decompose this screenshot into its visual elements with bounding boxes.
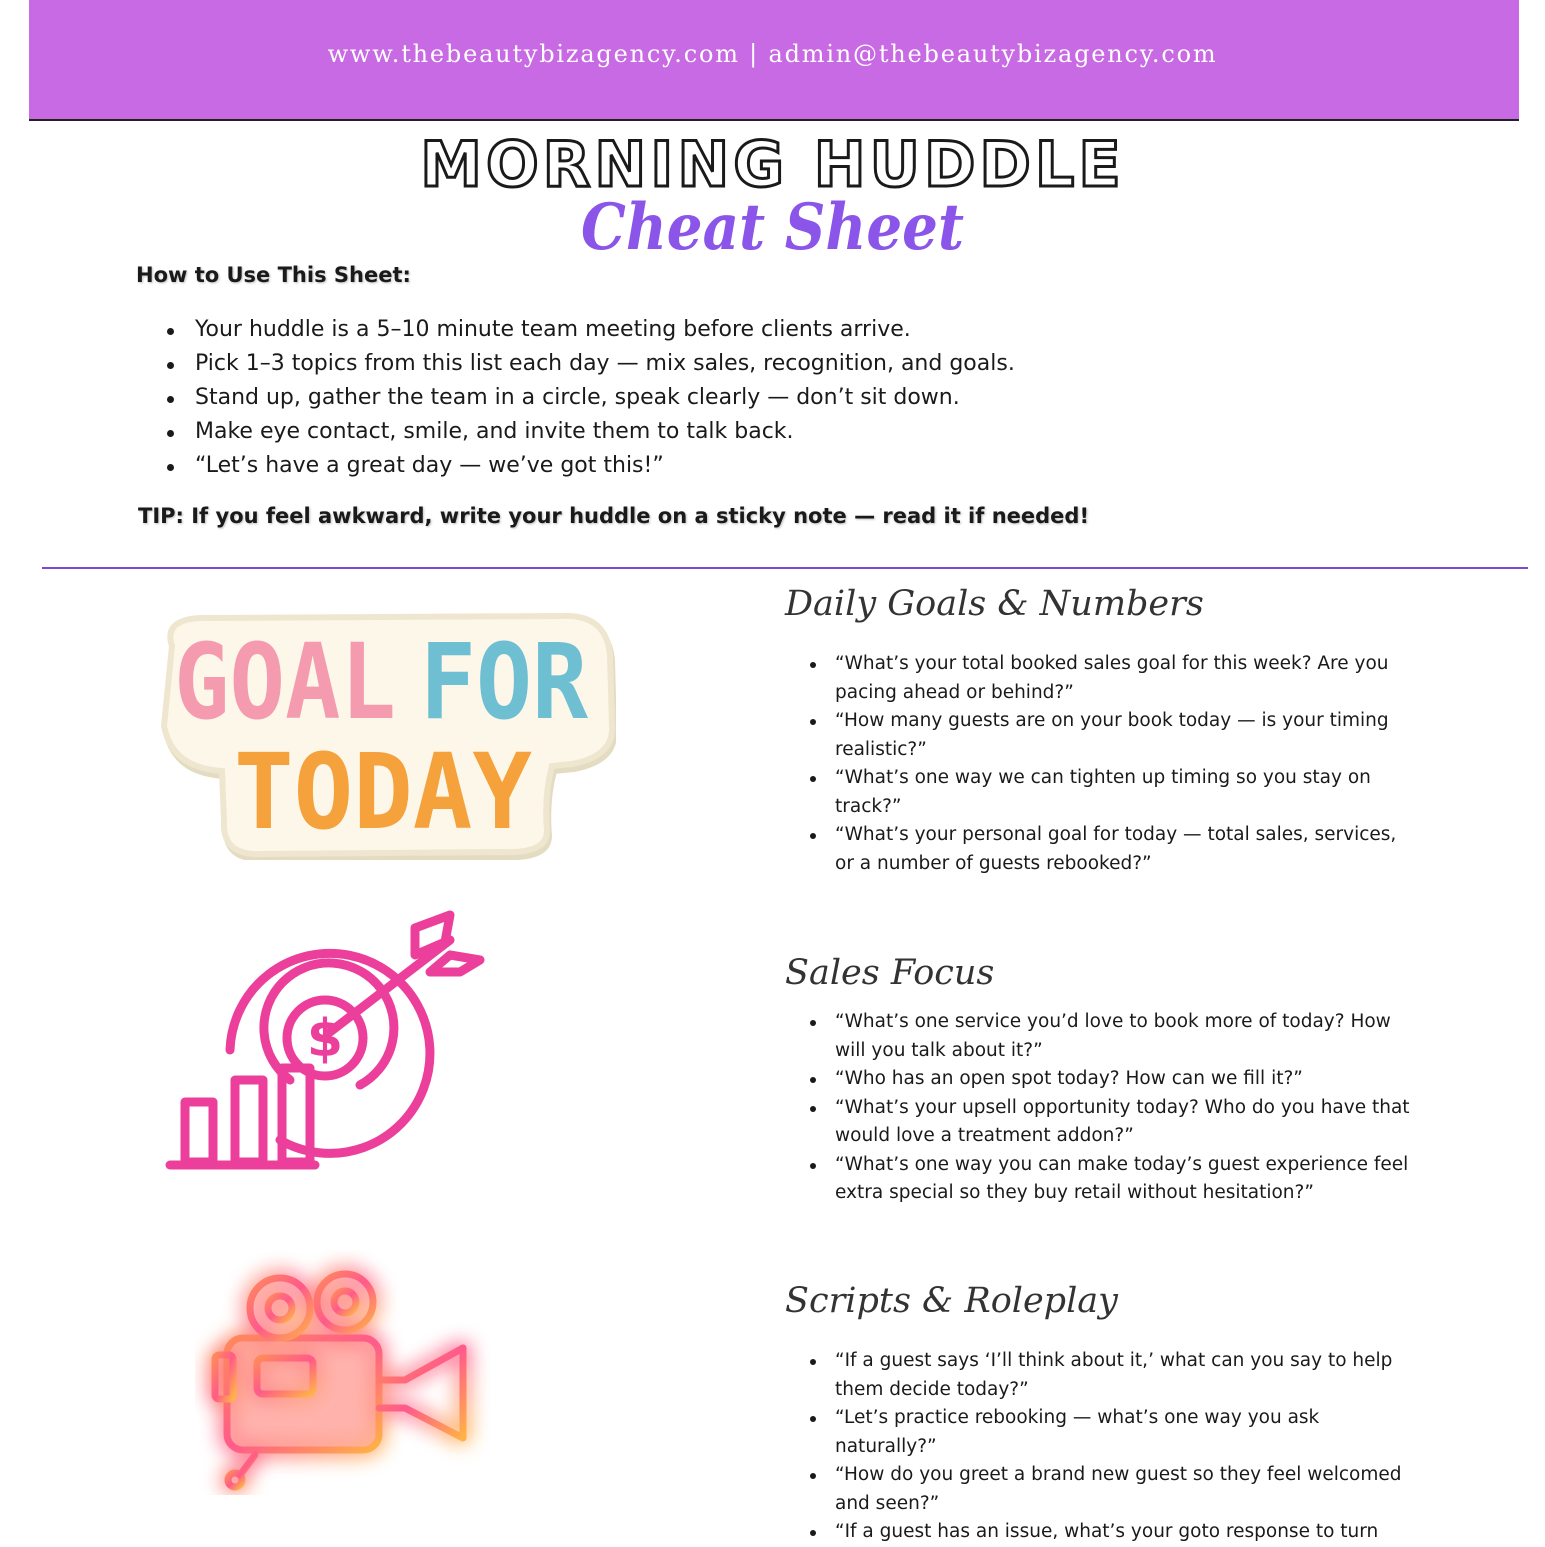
goal-for-today-sticker: [152, 606, 616, 860]
page-subtitle: Cheat Sheet: [580, 190, 965, 265]
howto-list: [163, 314, 1015, 484]
dollar-symbol: $: [306, 1009, 344, 1069]
header-contact: www.thebeautybizagency.com | admin@thebeautybizagency.com: [327, 40, 1218, 68]
list-item: “How do you greet a brand new guest so they feel welcomed and seen?”: [808, 1461, 1418, 1518]
list-item: “What’s your personal goal for today — total sales, services, or a number of guests rebooked?”: [808, 821, 1418, 878]
page-title: MORNING HUDDLE: [420, 128, 1125, 201]
for-text: FOR: [420, 621, 589, 743]
list-item: Stand up, gather the team in a circle, speak clearly — don’t sit down.: [163, 382, 1015, 416]
list-item: “What’s your total booked sales goal for this week? Are you pacing ahead or behind?”: [808, 650, 1418, 707]
list-item: “Let’s practice rebooking — what’s one way you ask naturally?”: [808, 1404, 1418, 1461]
section-title-sales-focus: Sales Focus: [785, 953, 995, 993]
list-item: Make eye contact, smile, and invite them to talk back.: [163, 416, 1015, 450]
list-item: “Let’s have a great day — we’ve got this!”: [163, 450, 1015, 484]
today-text: TODAY: [234, 731, 533, 853]
list-item: Pick 1–3 topics from this list each day — mix sales, recognition, and goals.: [163, 348, 1015, 382]
target-dollar-icon: [160, 910, 500, 1180]
section-title-daily-goals: Daily Goals & Numbers: [785, 584, 1204, 624]
section-divider: [42, 567, 1528, 569]
list-item: Your huddle is a 5–10 minute team meeting before clients arrive.: [163, 314, 1015, 348]
list-item: “What’s one way you can make today’s guest experience feel extra special so they buy retail without hesitation?”: [808, 1151, 1418, 1208]
section-list-sales-focus: [808, 1008, 1418, 1208]
tip-text: TIP: If you feel awkward, write your huddle on a sticky note — read it if needed!: [138, 504, 1090, 528]
section-title-scripts-roleplay: Scripts & Roleplay: [785, 1281, 1118, 1321]
list-item: “If a guest says ‘I’ll think about it,’ what can you say to help them decide today?”: [808, 1347, 1418, 1404]
header-divider: [29, 119, 1519, 121]
section-list-daily-goals: [808, 650, 1418, 878]
list-item: “How many guests are on your book today — is your timing realistic?”: [808, 707, 1418, 764]
list-item: “If a guest has an issue, what’s your goto response to turn: [808, 1518, 1418, 1547]
video-camera-icon: [195, 1250, 495, 1495]
list-item: “Who has an open spot today? How can we fill it?”: [808, 1065, 1418, 1094]
list-item: “What’s one way we can tighten up timing so you stay on track?”: [808, 764, 1418, 821]
howto-heading: How to Use This Sheet:: [136, 263, 411, 287]
section-list-scripts-roleplay: [808, 1347, 1418, 1547]
list-item: “What’s your upsell opportunity today? Who do you have that would love a treatment addon?”: [808, 1094, 1418, 1151]
goal-text: GOAL: [174, 621, 396, 743]
list-item: “What’s one service you’d love to book more of today? How will you talk about it?”: [808, 1008, 1418, 1065]
